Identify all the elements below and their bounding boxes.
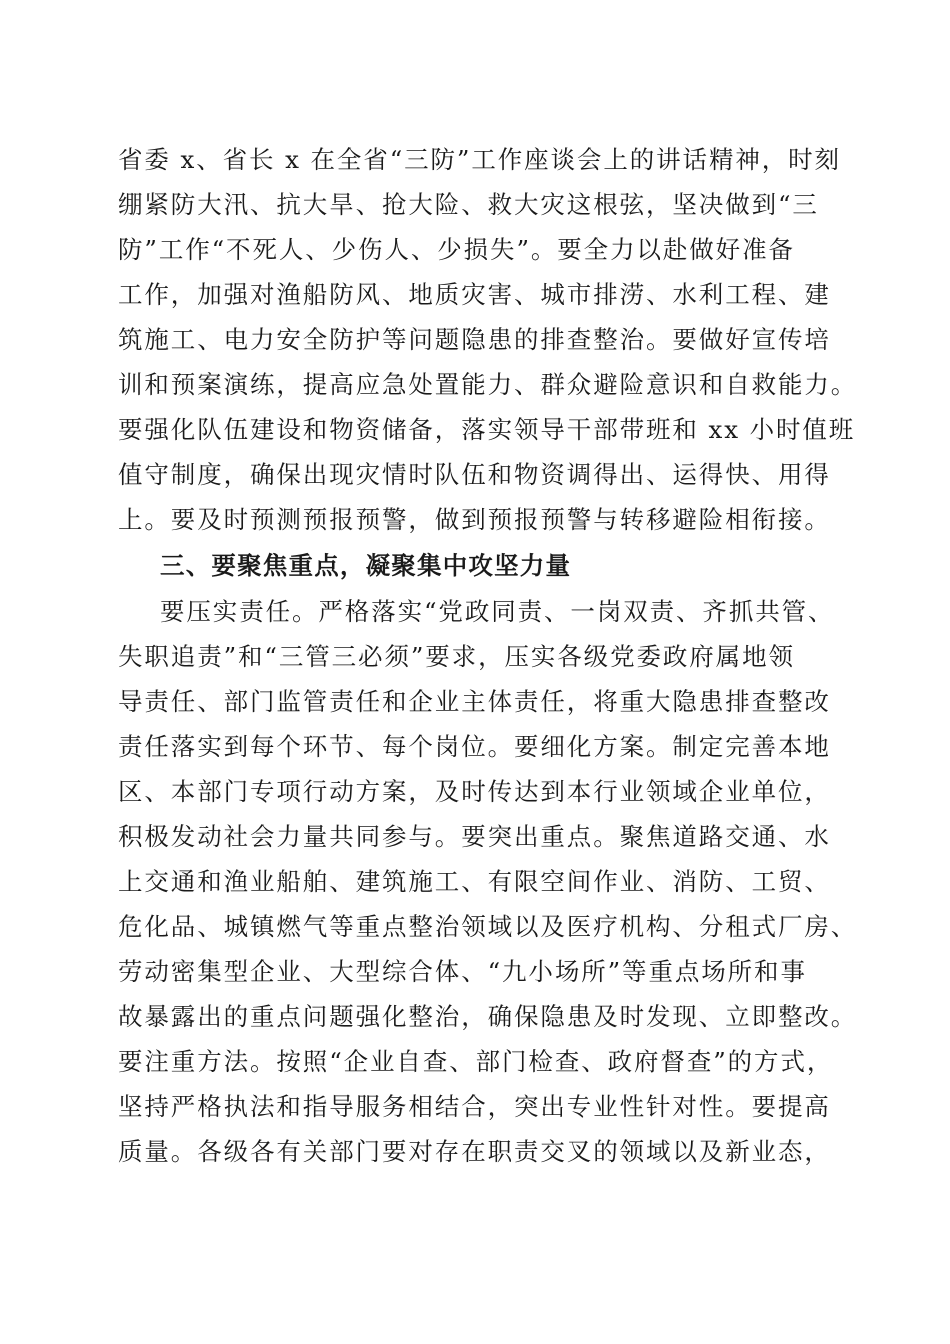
body-text-line: 导责任、部门监管责任和企业主体责任，将重大隐患排查整改 (118, 687, 831, 716)
body-text-line: 省委 x、省长 x 在全省“三防”工作座谈会上的讲话精神，时刻 (118, 145, 841, 174)
body-text-line: 工作，加强对渔船防风、地质灾害、城市排涝、水利工程、建 (118, 280, 831, 309)
body-text-line: 上。要及时预测预报预警，做到预报预警与转移避险相衔接。 (118, 505, 831, 534)
body-text-line: 要强化队伍建设和物资储备，落实领导干部带班和 xx 小时值班 (118, 415, 856, 444)
body-text-line: 积极发动社会力量共同参与。要突出重点。聚焦道路交通、水 (118, 822, 831, 851)
body-text-line: 责任落实到每个环节、每个岗位。要细化方案。制定完善本地 (118, 732, 831, 761)
body-text-line: 劳动密集型企业、大型综合体、“九小场所”等重点场所和事 (118, 957, 807, 986)
body-text-line: 危化品、城镇燃气等重点整治领域以及医疗机构、分租式厂房、 (118, 912, 858, 941)
body-text-line: 坚持严格执法和指导服务相结合，突出专业性针对性。要提高 (118, 1092, 831, 1121)
body-text-line: 防”工作“不死人、少伤人、少损失”。要全力以赴做好准备 (118, 235, 795, 264)
body-text-line: 绷紧防大汛、抗大旱、抢大险、救大灾这根弦，坚决做到“三 (118, 190, 819, 219)
body-text-line: 失职追责”和“三管三必须”要求，压实各级党委政府属地领 (118, 642, 795, 671)
body-text-line: 故暴露出的重点问题强化整治，确保隐患及时发现、立即整改。 (118, 1002, 858, 1031)
body-text-line: 要注重方法。按照“企业自查、部门检查、政府督查”的方式， (118, 1047, 834, 1076)
body-text-line: 质量。各级各有关部门要对存在职责交叉的领域以及新业态， (118, 1137, 831, 1166)
body-text-line: 训和预案演练，提高应急处置能力、群众避险意识和自救能力。 (118, 370, 858, 399)
body-text-line: 值守制度，确保出现灾情时队伍和物资调得出、运得快、用得 (118, 460, 831, 489)
section-heading: 三、要聚焦重点，凝聚集中攻坚力量 (160, 551, 572, 580)
body-text-line: 筑施工、电力安全防护等问题隐患的排查整治。要做好宣传培 (118, 325, 831, 354)
paragraph-first-line: 要压实责任。严格落实“党政同责、一岗双责、齐抓共管、 (160, 597, 835, 626)
body-text-line: 区、本部门专项行动方案，及时传达到本行业领域企业单位， (118, 777, 831, 806)
body-text-line: 上交通和渔业船舶、建筑施工、有限空间作业、消防、工贸、 (118, 867, 831, 896)
